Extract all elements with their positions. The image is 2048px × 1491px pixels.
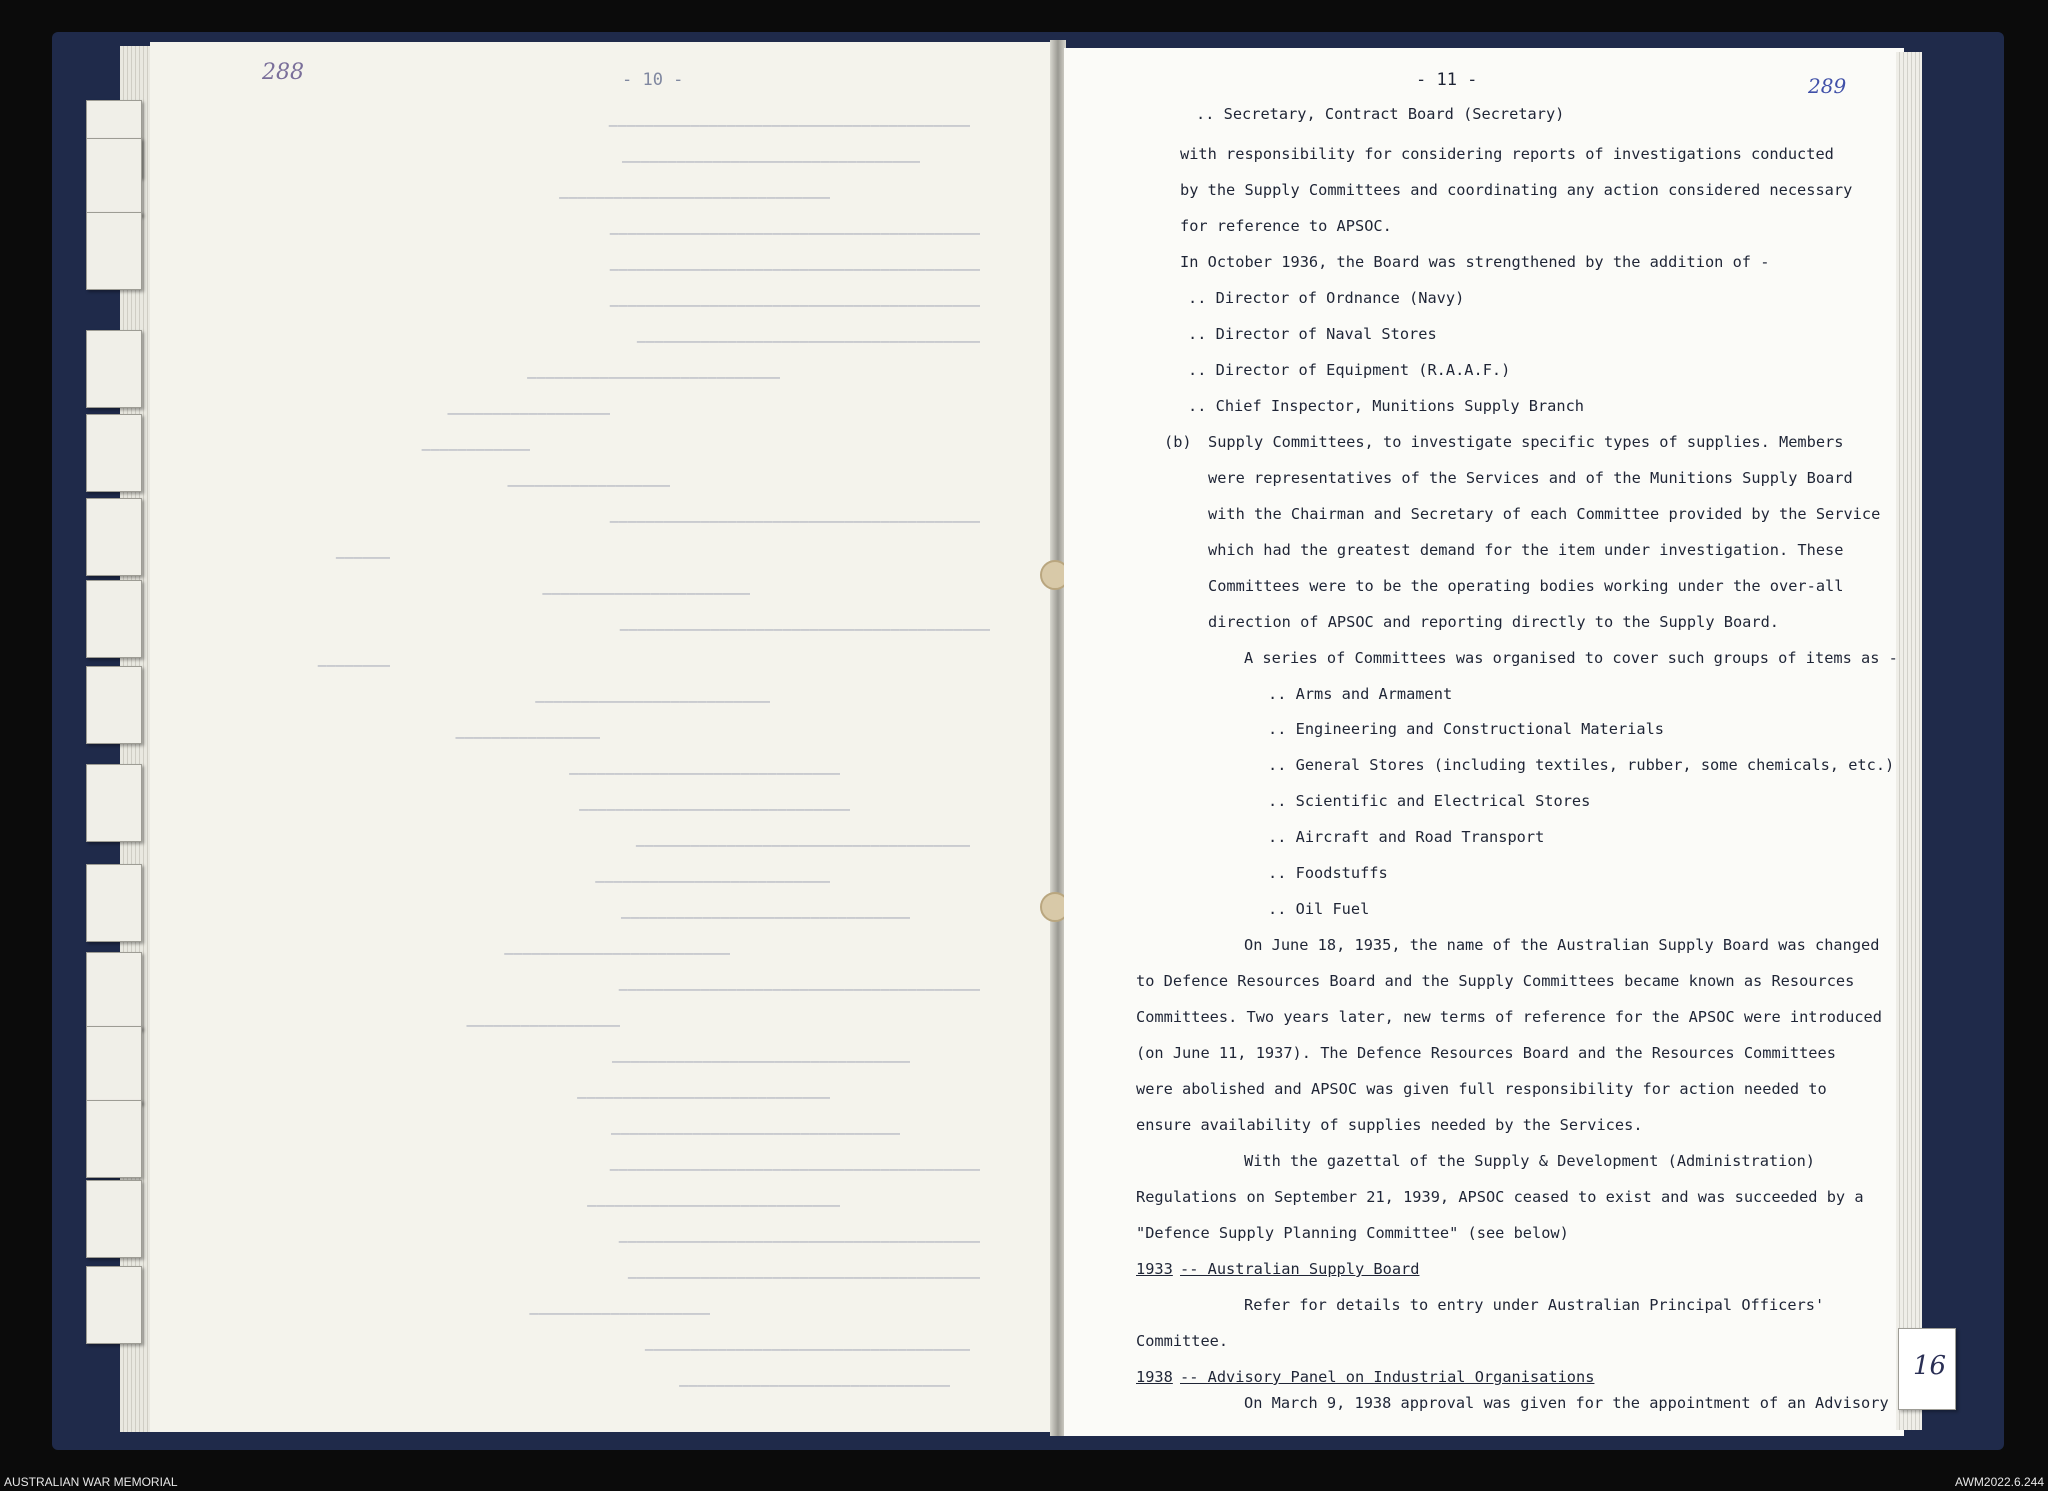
text-line: .. Director of Ordnance (Navy) — [1188, 289, 1465, 307]
text-line: Supply Committees, to investigate specific types of supplies. Members — [1208, 433, 1844, 451]
text-line: A series of Committees was organised to cover such groups of items as - — [1244, 649, 1898, 667]
footer-right: AWM2022.6.244 — [1955, 1475, 2044, 1489]
text-line: On June 18, 1935, the name of the Australian Supply Board was changed — [1244, 936, 1880, 954]
text-line: .. Scientific and Electrical Stores — [1268, 792, 1591, 810]
right-page-number: - 11 - — [1416, 70, 1478, 90]
text-line: were representatives of the Services and of the Munitions Supply Board — [1208, 469, 1853, 487]
text-line: .. Director of Equipment (R.A.A.F.) — [1188, 361, 1511, 379]
text-line: .. Chief Inspector, Munitions Supply Branch — [1188, 397, 1585, 415]
text-line: Committee. — [1136, 1332, 1229, 1350]
text-line: Committees were to be the operating bodies working under the over-all — [1208, 577, 1844, 595]
index-tab[interactable] — [86, 1180, 142, 1258]
text-line: Regulations on September 21, 1939, APSOC ceased to exist and was succeeded by a — [1136, 1188, 1864, 1206]
text-line: .. Engineering and Constructional Materials — [1268, 720, 1665, 738]
index-tab[interactable] — [86, 952, 142, 1030]
right-page-stack — [1896, 52, 1922, 1430]
text-line: Committees. Two years later, new terms of reference for the APSOC were introduced — [1136, 1008, 1882, 1026]
list-marker: (b) — [1164, 433, 1192, 451]
index-tab[interactable] — [86, 1266, 142, 1344]
text-line: for reference to APSOC. — [1180, 217, 1392, 235]
left-page-number: - 10 - — [622, 70, 684, 90]
text-line: On March 9, 1938 approval was given for the appointment of an Advisory — [1244, 1394, 1889, 1412]
left-pencil-folio: 288 — [262, 60, 304, 85]
year-heading: 1933 — [1136, 1260, 1173, 1278]
text-line: .. Aircraft and Road Transport — [1268, 828, 1545, 846]
right-pencil-folio: 289 — [1808, 74, 1847, 98]
text-line: by the Supply Committees and coordinating any action considered necessary — [1180, 181, 1853, 199]
text-line: .. General Stores (including textiles, rubber, some chemicals, etc.) — [1268, 756, 1895, 774]
text-line: .. Secretary, Contract Board (Secretary) — [1196, 105, 1565, 123]
left-page-show-through: ———————————————————————————————————————— ————————————————————————————————— —————————————————————————————— ————————————————————————————————————————— ————————————————————————————————————————— ————————————————————————————————————————— —————————————————————————————————————— ———————————————————————————— —————————————————— ———————————— —————————————————— ————————————————————————————————————————— —————— ——————————————————————— ————————————————————————————————————————— ———————— —————————————————————————— ———————————————— —————————————————————————————— —————————————————————————————— ————————————————————————————————————— —————————————————————————— ———————————————————————————————— ————————————————————————— ———————————————————————————————————————— ————————————————— ————————————————————————————————— ———————————————————————————— ———————————————————————————————— ————————————————————————————————————————— ———————————————————————————— ———————————————————————————————————————— ——————————————————————————————————————— ———————————————————— ———————————————————————————————————— —————————————————————————————— — [317, 116, 990, 1394]
index-tab[interactable] — [86, 414, 142, 492]
index-tab[interactable] — [86, 864, 142, 942]
text-line: .. Foodstuffs — [1268, 864, 1388, 882]
section-heading: -- Australian Supply Board — [1180, 1260, 1420, 1278]
text-line: Refer for details to entry under Australian Principal Officers' — [1244, 1296, 1825, 1314]
text-line: "Defence Supply Planning Committee" (see below) — [1136, 1224, 1569, 1242]
text-line: With the gazettal of the Supply & Development (Administration) — [1244, 1152, 1815, 1170]
text-line: ensure availability of supplies needed by the Services. — [1136, 1116, 1643, 1134]
text-line: (on June 11, 1937). The Defence Resources Board and the Resources Committees — [1136, 1044, 1836, 1062]
text-line: .. Director of Naval Stores — [1188, 325, 1437, 343]
text-line: with responsibility for considering reports of investigations conducted — [1180, 145, 1834, 163]
index-tab[interactable] — [86, 580, 142, 658]
folio-tab — [1898, 1328, 1956, 1410]
section-heading: -- Advisory Panel on Industrial Organisations — [1180, 1368, 1595, 1386]
text-line: to Defence Resources Board and the Supply Committees became known as Resources — [1136, 972, 1855, 990]
index-tab[interactable] — [86, 1026, 142, 1104]
index-tab[interactable] — [86, 138, 142, 216]
text-line: .. Oil Fuel — [1268, 900, 1370, 918]
index-tab[interactable] — [86, 666, 142, 744]
footer-left: AUSTRALIAN WAR MEMORIAL — [4, 1475, 178, 1489]
index-tab[interactable] — [86, 330, 142, 408]
text-line: direction of APSOC and reporting directly to the Supply Board. — [1208, 613, 1779, 631]
index-tab[interactable] — [86, 764, 142, 842]
text-line: were abolished and APSOC was given full responsibility for action needed to — [1136, 1080, 1827, 1098]
folio-number: 16 — [1913, 1351, 1947, 1381]
text-line: .. Arms and Armament — [1268, 685, 1453, 703]
text-line: which had the greatest demand for the item under investigation. These — [1208, 541, 1844, 559]
text-line: with the Chairman and Secretary of each Committee provided by the Service — [1208, 505, 1881, 523]
index-tab[interactable] — [86, 1100, 142, 1178]
index-tab[interactable] — [86, 498, 142, 576]
text-line: In October 1936, the Board was strengthened by the addition of - — [1180, 253, 1770, 271]
year-heading: 1938 — [1136, 1368, 1173, 1386]
index-tab[interactable] — [86, 212, 142, 290]
